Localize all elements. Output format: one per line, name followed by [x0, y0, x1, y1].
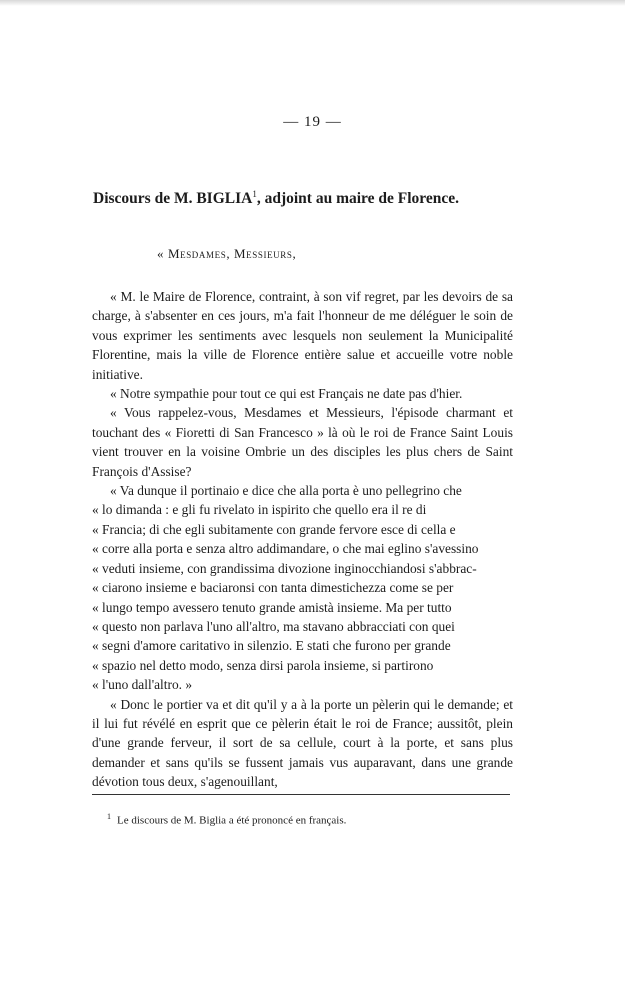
page-number: — 19 — — [283, 114, 342, 130]
quote-line: « segni d'amore caritativo in silenzio. E stati che furono per grande — [92, 638, 451, 654]
quote-line: « corre alla porta e senza altro addimandare, o che mai eglino s'avessino — [92, 541, 479, 557]
section-heading — [93, 189, 518, 208]
quote-line: « spazio nel detto modo, senza dirsi parola insieme, si partirono — [92, 657, 434, 673]
footnote-text: Le discours de M. Biglia a été prononcé en français. — [117, 814, 347, 827]
footnote-divider — [92, 794, 510, 795]
paragraph-2: « Notre sympathie pour tout ce qui est Français ne date pas d'hier. — [110, 386, 463, 402]
body-text — [92, 287, 513, 792]
quote-line: « veduti insieme, con grandissima divozione inginocchiandosi s'abbrac- — [92, 560, 477, 576]
heading-footnote-mark: 1 — [252, 189, 257, 199]
heading-text-end: , adjoint au maire de Florence. — [256, 190, 460, 208]
quote-line: « l'uno dall'altro. » — [92, 677, 193, 693]
quote-line: « lungo tempo avessero tenuto grande amistà insieme. Ma per tutto — [92, 599, 452, 615]
footnote — [107, 812, 346, 827]
page-edge-shadow — [0, 0, 625, 6]
paragraph-1: « M. le Maire de Florence, contraint, à son vif regret, par les devoirs de sa charge, à s'absenter en ces jours, m'a fait l'honneur de me déléguer le soin de vous exprimer les sentiments avec lesquels non seulement la Municipalité Florentine, mais la ville de Florence entière salue et accueille votre noble initiative. — [92, 289, 513, 382]
quote-line: « Va dunque il portinaio e dice che alla porta è uno pellegrino che — [110, 483, 462, 499]
quote-line: « ciarono insieme e baciaronsi con tanta dimestichezza come se per — [92, 580, 454, 596]
quote-line: « lo dimanda : e gli fu rivelato in ispirito che quello era il re di — [92, 502, 427, 518]
footnote-mark: 1 — [107, 812, 111, 821]
salutation: « Mesdames, Messieurs, — [157, 246, 297, 261]
paragraph-3: « Vous rappelez-vous, Mesdames et Messieurs, l'épisode charmant et touchant des « Fioretti di San Francesco » là où le roi de France Saint Louis vient trouver en la voisine Ombrie un des disciples les plus chers de Saint François d'Assise? — [92, 405, 513, 479]
quote-line: « questo non parlava l'uno all'altro, ma stavano abbracciati con quei — [92, 618, 455, 634]
quote-line: « Francia; di che egli subitamente con grande fervore esce di cella e — [92, 521, 456, 537]
paragraph-4: « Donc le portier va et dit qu'il y a à la porte un pèlerin qui le demande; et il lui fut révélé en esprit que ce pèlerin était le roi de France; aussitôt, plein d'une grande ferveur, il sort de sa cellule, court à la porte, et sans plus demander et sans qu'ils se fussent jamais vus auparavant, dans une grande dévotion tous deux, s'agenouillant, — [92, 696, 513, 790]
italian-quote — [92, 481, 513, 694]
heading-text-start: Discours de M. BIGLIA — [93, 190, 253, 208]
